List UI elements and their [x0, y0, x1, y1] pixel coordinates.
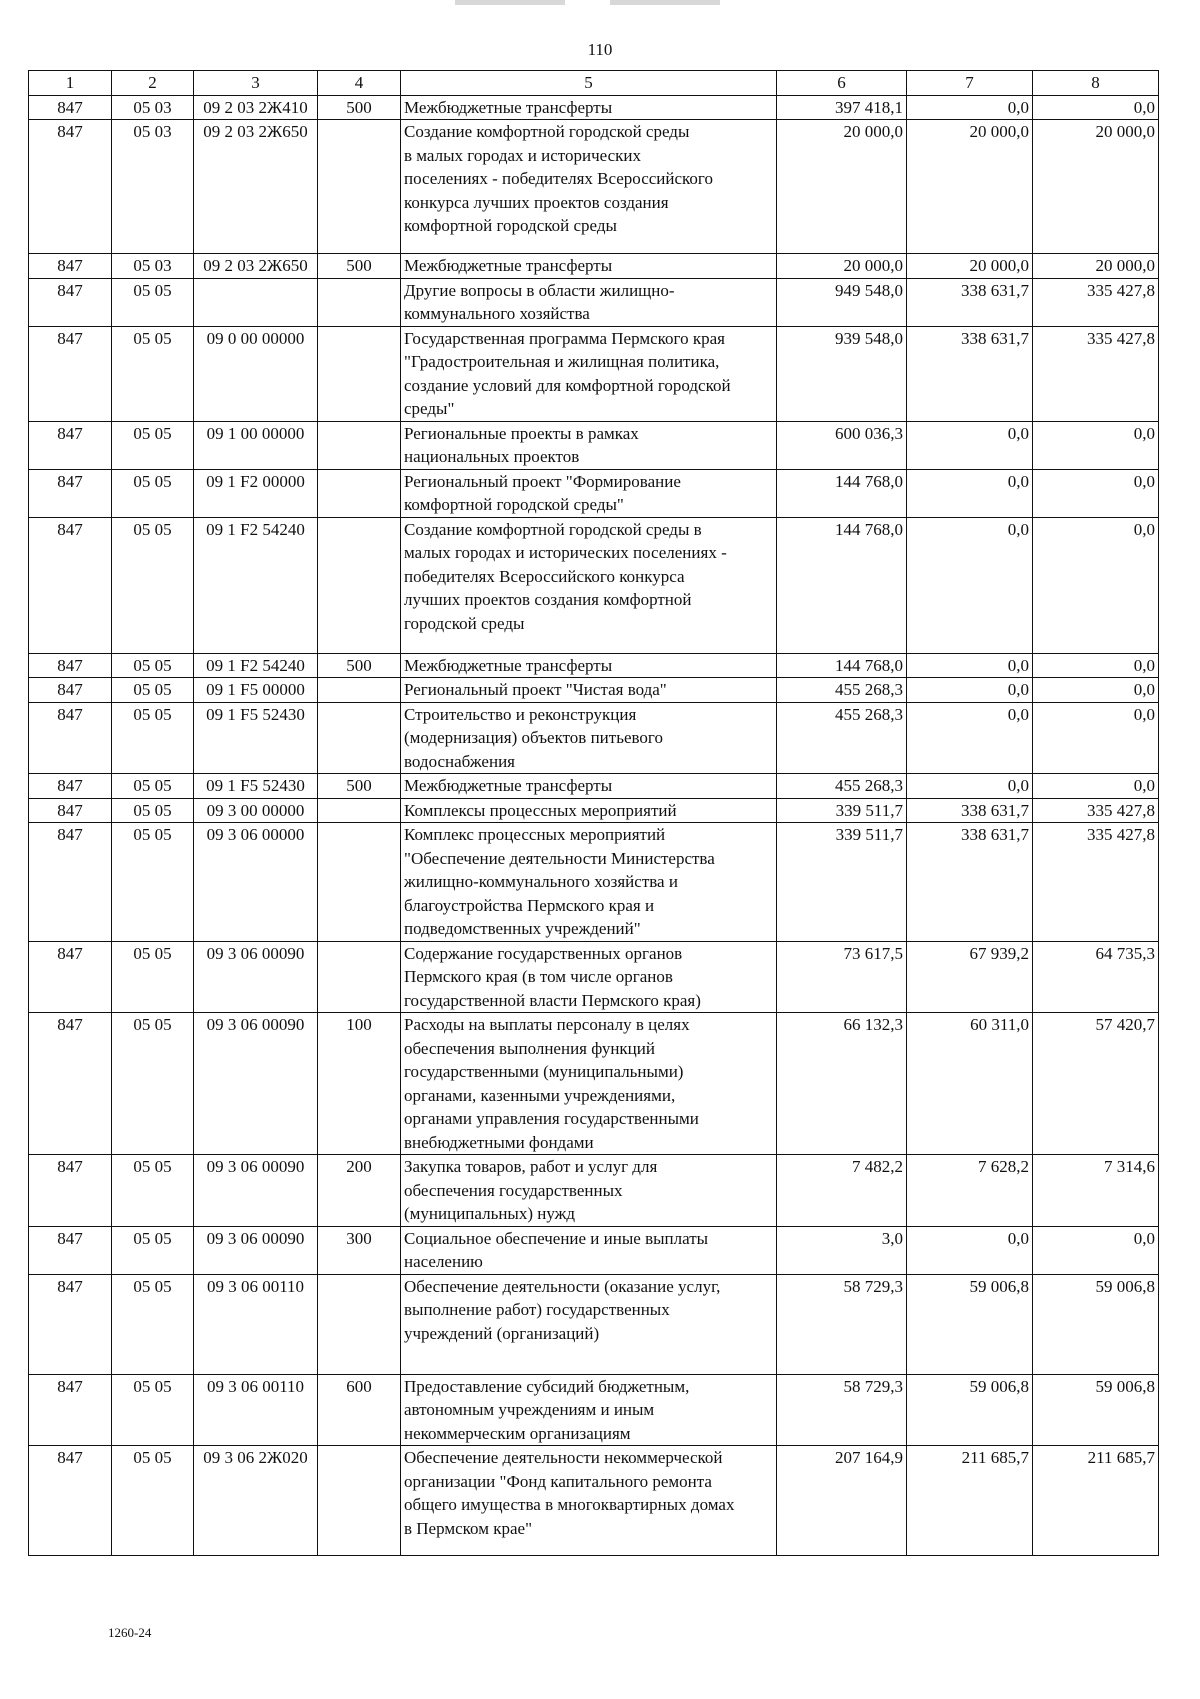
amount-year-1: 339 511,7: [777, 798, 907, 823]
section-code: 05 05: [112, 469, 194, 517]
agency-code: 847: [29, 95, 112, 120]
amount-year-1: 58 729,3: [777, 1274, 907, 1374]
amount-year-3: 0,0: [1033, 95, 1159, 120]
agency-code: 847: [29, 120, 112, 254]
expense-type-code: 500: [318, 653, 401, 678]
scan-artifact: [610, 0, 720, 5]
section-code: 05 05: [112, 1374, 194, 1446]
agency-code: 847: [29, 421, 112, 469]
target-article-code: 09 3 06 00090: [194, 1013, 318, 1155]
expense-type-code: 300: [318, 1226, 401, 1274]
amount-year-1: 144 768,0: [777, 469, 907, 517]
item-name: Создание комфортной городской среды в малых городах и исторических поселениях - победителях Всероссийского конкурса лучших проектов создания комфортной городской среды: [401, 120, 777, 254]
agency-code: 847: [29, 1274, 112, 1374]
item-name: Межбюджетные трансферты: [401, 774, 777, 799]
agency-code: 847: [29, 1013, 112, 1155]
agency-code: 847: [29, 278, 112, 326]
amount-year-2: 338 631,7: [907, 278, 1033, 326]
section-code: 05 05: [112, 421, 194, 469]
section-code: 05 03: [112, 120, 194, 254]
agency-code: 847: [29, 653, 112, 678]
amount-year-2: 211 685,7: [907, 1446, 1033, 1556]
item-name: Региональные проекты в рамках национальных проектов: [401, 421, 777, 469]
table-row: [29, 1226, 1159, 1274]
amount-year-2: 59 006,8: [907, 1274, 1033, 1374]
section-code: 05 05: [112, 823, 194, 942]
amount-year-3: 335 427,8: [1033, 278, 1159, 326]
amount-year-3: 20 000,0: [1033, 120, 1159, 254]
table-header-row: [29, 71, 1159, 96]
amount-year-3: 0,0: [1033, 469, 1159, 517]
amount-year-1: 455 268,3: [777, 702, 907, 774]
amount-year-1: 455 268,3: [777, 678, 907, 703]
expense-type-code: [318, 1446, 401, 1556]
item-name: Другие вопросы в области жилищно- коммунального хозяйства: [401, 278, 777, 326]
target-article-code: 09 3 06 00090: [194, 941, 318, 1013]
column-header: 8: [1033, 71, 1159, 96]
table-row: [29, 1274, 1159, 1374]
table-row: [29, 326, 1159, 421]
agency-code: 847: [29, 1446, 112, 1556]
target-article-code: 09 0 00 00000: [194, 326, 318, 421]
section-code: 05 05: [112, 653, 194, 678]
amount-year-2: 20 000,0: [907, 254, 1033, 279]
expense-type-code: 200: [318, 1155, 401, 1227]
table-row: [29, 1013, 1159, 1155]
target-article-code: 09 3 06 00110: [194, 1374, 318, 1446]
amount-year-2: 7 628,2: [907, 1155, 1033, 1227]
agency-code: 847: [29, 823, 112, 942]
table-row: [29, 254, 1159, 279]
amount-year-1: 939 548,0: [777, 326, 907, 421]
target-article-code: 09 3 06 2Ж020: [194, 1446, 318, 1556]
amount-year-1: 455 268,3: [777, 774, 907, 799]
column-header: 1: [29, 71, 112, 96]
amount-year-3: 0,0: [1033, 421, 1159, 469]
target-article-code: 09 2 03 2Ж410: [194, 95, 318, 120]
table-row: [29, 702, 1159, 774]
amount-year-2: 0,0: [907, 653, 1033, 678]
item-name: Содержание государственных органов Пермского края (в том числе органов государственной власти Пермского края): [401, 941, 777, 1013]
amount-year-3: 335 427,8: [1033, 798, 1159, 823]
amount-year-3: 0,0: [1033, 702, 1159, 774]
expense-type-code: 500: [318, 254, 401, 279]
amount-year-1: 949 548,0: [777, 278, 907, 326]
table-row: [29, 1155, 1159, 1227]
item-name: Социальное обеспечение и иные выплаты населению: [401, 1226, 777, 1274]
agency-code: 847: [29, 1374, 112, 1446]
amount-year-1: 397 418,1: [777, 95, 907, 120]
table-row: [29, 678, 1159, 703]
section-code: 05 05: [112, 1155, 194, 1227]
agency-code: 847: [29, 254, 112, 279]
section-code: 05 03: [112, 95, 194, 120]
expense-type-code: [318, 941, 401, 1013]
expense-type-code: [318, 120, 401, 254]
column-header: 2: [112, 71, 194, 96]
amount-year-2: 67 939,2: [907, 941, 1033, 1013]
expense-type-code: [318, 278, 401, 326]
amount-year-2: 0,0: [907, 517, 1033, 653]
amount-year-1: 600 036,3: [777, 421, 907, 469]
table-row: [29, 653, 1159, 678]
agency-code: 847: [29, 798, 112, 823]
section-code: 05 05: [112, 1274, 194, 1374]
expense-type-code: [318, 1274, 401, 1374]
amount-year-1: 144 768,0: [777, 517, 907, 653]
amount-year-3: 64 735,3: [1033, 941, 1159, 1013]
expense-type-code: 100: [318, 1013, 401, 1155]
amount-year-1: 7 482,2: [777, 1155, 907, 1227]
amount-year-1: 144 768,0: [777, 653, 907, 678]
table-row: [29, 517, 1159, 653]
amount-year-1: 58 729,3: [777, 1374, 907, 1446]
amount-year-1: 339 511,7: [777, 823, 907, 942]
page-number: 110: [587, 40, 613, 59]
item-name: Обеспечение деятельности некоммерческой организации "Фонд капитального ремонта общего имущества в многоквартирных домах в Пермском крае": [401, 1446, 777, 1556]
amount-year-1: 207 164,9: [777, 1446, 907, 1556]
section-code: 05 05: [112, 774, 194, 799]
amount-year-3: 335 427,8: [1033, 326, 1159, 421]
item-name: Предоставление субсидий бюджетным, автономным учреждениям и иным некоммерческим организациям: [401, 1374, 777, 1446]
amount-year-3: 0,0: [1033, 774, 1159, 799]
amount-year-3: 211 685,7: [1033, 1446, 1159, 1556]
section-code: 05 05: [112, 1013, 194, 1155]
table-row: [29, 774, 1159, 799]
amount-year-3: 59 006,8: [1033, 1374, 1159, 1446]
item-name: Создание комфортной городской среды в малых городах и исторических поселениях - победителях Всероссийского конкурса лучших проектов создания комфортной городской среды: [401, 517, 777, 653]
item-name: Региональный проект "Формирование комфортной городской среды": [401, 469, 777, 517]
expense-type-code: 500: [318, 95, 401, 120]
amount-year-3: 59 006,8: [1033, 1274, 1159, 1374]
agency-code: 847: [29, 469, 112, 517]
item-name: Межбюджетные трансферты: [401, 95, 777, 120]
item-name: Закупка товаров, работ и услуг для обеспечения государственных (муниципальных) нужд: [401, 1155, 777, 1227]
expense-type-code: [318, 798, 401, 823]
section-code: 05 05: [112, 326, 194, 421]
amount-year-2: 338 631,7: [907, 326, 1033, 421]
budget-table: [28, 70, 1159, 1556]
amount-year-3: 20 000,0: [1033, 254, 1159, 279]
target-article-code: 09 1 F2 54240: [194, 517, 318, 653]
amount-year-2: 0,0: [907, 1226, 1033, 1274]
target-article-code: 09 2 03 2Ж650: [194, 254, 318, 279]
expense-type-code: [318, 702, 401, 774]
column-header: 4: [318, 71, 401, 96]
amount-year-3: 335 427,8: [1033, 823, 1159, 942]
section-code: 05 05: [112, 278, 194, 326]
item-name: Межбюджетные трансферты: [401, 254, 777, 279]
column-header: 6: [777, 71, 907, 96]
item-name: Комплекс процессных мероприятий "Обеспечение деятельности Министерства жилищно-коммунального хозяйства и благоустройства Пермского края и подведомственных учреждений": [401, 823, 777, 942]
agency-code: 847: [29, 517, 112, 653]
amount-year-3: 0,0: [1033, 1226, 1159, 1274]
agency-code: 847: [29, 678, 112, 703]
amount-year-3: 57 420,7: [1033, 1013, 1159, 1155]
section-code: 05 05: [112, 678, 194, 703]
item-name: Межбюджетные трансферты: [401, 653, 777, 678]
amount-year-2: 0,0: [907, 95, 1033, 120]
table-row: [29, 1374, 1159, 1446]
table-row: [29, 941, 1159, 1013]
amount-year-2: 338 631,7: [907, 823, 1033, 942]
section-code: 05 05: [112, 702, 194, 774]
amount-year-3: 0,0: [1033, 653, 1159, 678]
expense-type-code: [318, 823, 401, 942]
document-code: 1260-24: [108, 1625, 152, 1640]
column-header: 7: [907, 71, 1033, 96]
expense-type-code: [318, 678, 401, 703]
item-name: Расходы на выплаты персоналу в целях обеспечения выполнения функций государственными (муниципальными) органами, казенными учреждениями, органами управления государственными внебюджетными фондами: [401, 1013, 777, 1155]
target-article-code: 09 1 F5 00000: [194, 678, 318, 703]
item-name: Строительство и реконструкция (модернизация) объектов питьевого водоснабжения: [401, 702, 777, 774]
amount-year-2: 20 000,0: [907, 120, 1033, 254]
item-name: Государственная программа Пермского края "Градостроительная и жилищная политика, создание условий для комфортной городской среды": [401, 326, 777, 421]
section-code: 05 05: [112, 798, 194, 823]
agency-code: 847: [29, 1155, 112, 1227]
amount-year-2: 59 006,8: [907, 1374, 1033, 1446]
target-article-code: 09 1 F2 54240: [194, 653, 318, 678]
agency-code: 847: [29, 1226, 112, 1274]
amount-year-2: 0,0: [907, 678, 1033, 703]
table-row: [29, 95, 1159, 120]
section-code: 05 05: [112, 1226, 194, 1274]
target-article-code: [194, 278, 318, 326]
agency-code: 847: [29, 702, 112, 774]
amount-year-1: 3,0: [777, 1226, 907, 1274]
target-article-code: 09 3 06 00110: [194, 1274, 318, 1374]
expense-type-code: [318, 421, 401, 469]
expense-type-code: [318, 517, 401, 653]
target-article-code: 09 2 03 2Ж650: [194, 120, 318, 254]
amount-year-2: 338 631,7: [907, 798, 1033, 823]
amount-year-1: 20 000,0: [777, 254, 907, 279]
target-article-code: 09 1 F5 52430: [194, 702, 318, 774]
target-article-code: 09 1 F5 52430: [194, 774, 318, 799]
amount-year-1: 20 000,0: [777, 120, 907, 254]
scan-artifact: [455, 0, 565, 5]
amount-year-2: 60 311,0: [907, 1013, 1033, 1155]
table-row: [29, 278, 1159, 326]
amount-year-3: 0,0: [1033, 517, 1159, 653]
target-article-code: 09 3 00 00000: [194, 798, 318, 823]
amount-year-2: 0,0: [907, 774, 1033, 799]
section-code: 05 05: [112, 1446, 194, 1556]
target-article-code: 09 3 06 00090: [194, 1226, 318, 1274]
amount-year-1: 66 132,3: [777, 1013, 907, 1155]
table-row: [29, 798, 1159, 823]
section-code: 05 03: [112, 254, 194, 279]
agency-code: 847: [29, 326, 112, 421]
table-row: [29, 469, 1159, 517]
expense-type-code: [318, 326, 401, 421]
amount-year-3: 7 314,6: [1033, 1155, 1159, 1227]
section-code: 05 05: [112, 517, 194, 653]
expense-type-code: 500: [318, 774, 401, 799]
target-article-code: 09 3 06 00090: [194, 1155, 318, 1227]
table-row: [29, 1446, 1159, 1556]
target-article-code: 09 1 00 00000: [194, 421, 318, 469]
section-code: 05 05: [112, 941, 194, 1013]
amount-year-2: 0,0: [907, 469, 1033, 517]
table-body: [29, 95, 1159, 1556]
target-article-code: 09 1 F2 00000: [194, 469, 318, 517]
column-header: 5: [401, 71, 777, 96]
item-name: Комплексы процессных мероприятий: [401, 798, 777, 823]
table-row: [29, 120, 1159, 254]
item-name: Региональный проект "Чистая вода": [401, 678, 777, 703]
expense-type-code: 600: [318, 1374, 401, 1446]
table-row: [29, 421, 1159, 469]
item-name: Обеспечение деятельности (оказание услуг, выполнение работ) государственных учреждений (организаций): [401, 1274, 777, 1374]
table-row: [29, 823, 1159, 942]
target-article-code: 09 3 06 00000: [194, 823, 318, 942]
amount-year-2: 0,0: [907, 421, 1033, 469]
column-header: 3: [194, 71, 318, 96]
amount-year-3: 0,0: [1033, 678, 1159, 703]
agency-code: 847: [29, 774, 112, 799]
agency-code: 847: [29, 941, 112, 1013]
expense-type-code: [318, 469, 401, 517]
amount-year-2: 0,0: [907, 702, 1033, 774]
amount-year-1: 73 617,5: [777, 941, 907, 1013]
